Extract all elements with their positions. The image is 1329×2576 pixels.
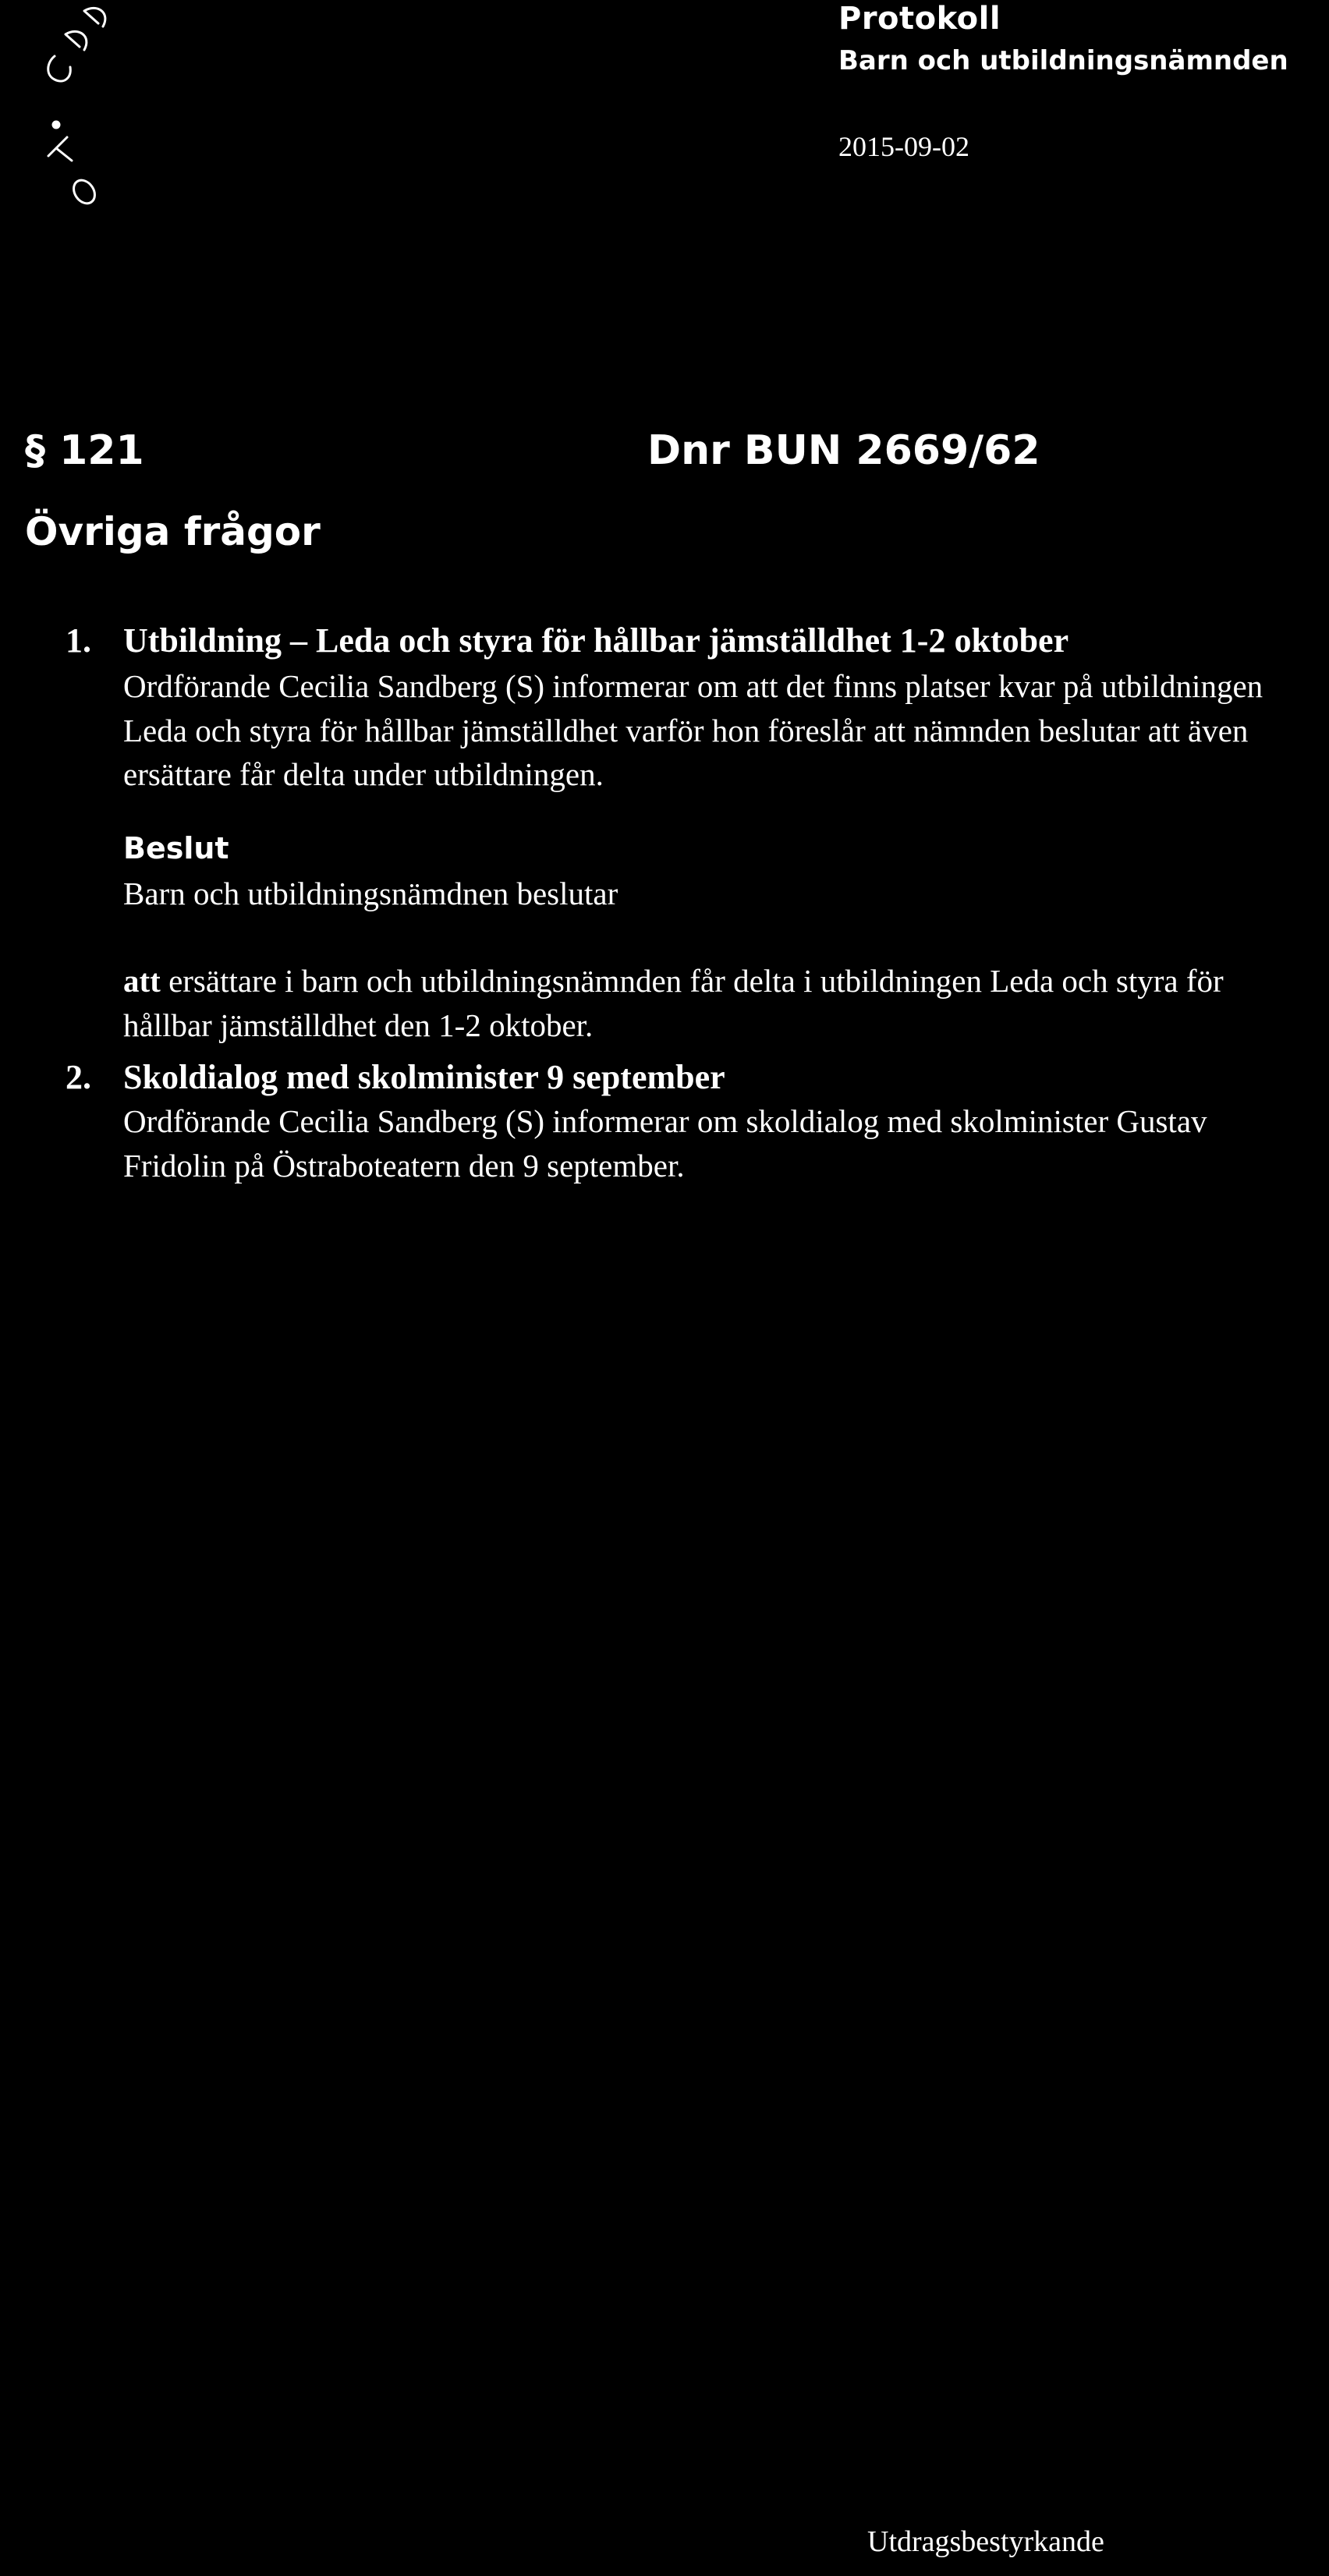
document-type-title: Protokoll: [838, 1, 1001, 37]
section-title: Övriga frågor: [25, 509, 321, 554]
committee-name: Barn och utbildningsnämnden: [838, 45, 1288, 76]
decision-text: [123, 959, 1317, 1047]
item-heading: Utbildning – Leda och styra för hållbar jämställdhet 1-2 oktober: [123, 621, 1069, 660]
item-heading: Skoldialog med skolminister 9 september: [123, 1058, 725, 1096]
item-number: 2.: [66, 1058, 91, 1096]
decision-content: ersättare i barn och utbildningsnämnden får delta i utbildningen Leda och styra för hållbar jämställdhet den 1-2 oktober.: [123, 963, 1224, 1043]
item-body-text: Ordförande Cecilia Sandberg (S) informerar om skoldialog med skolminister Gustav Fridolin på Östraboteatern den 9 september.: [123, 1103, 1207, 1184]
decision-label: Beslut: [123, 831, 229, 865]
item-body-text: Ordförande Cecilia Sandberg (S) informerar om att det finns platser kvar på utbildningen Leda och styra för hållbar jämställdhet varför hon föreslår att nämnden beslutar att även ersättare får delta under utbildningen.: [123, 668, 1263, 792]
diary-number: Dnr BUN 2669/62: [647, 427, 1040, 474]
decision-intro: Barn och utbildningsnämdnen beslutar: [123, 876, 618, 911]
handwritten-initials-mark: [0, 0, 140, 234]
section-number: § 121: [25, 427, 144, 474]
meeting-date: 2015-09-02: [838, 131, 969, 162]
extract-certification-label: Utdragsbestyrkande: [867, 2525, 1104, 2558]
decision-keyword: att: [123, 963, 161, 999]
item-number: 1.: [66, 621, 91, 660]
